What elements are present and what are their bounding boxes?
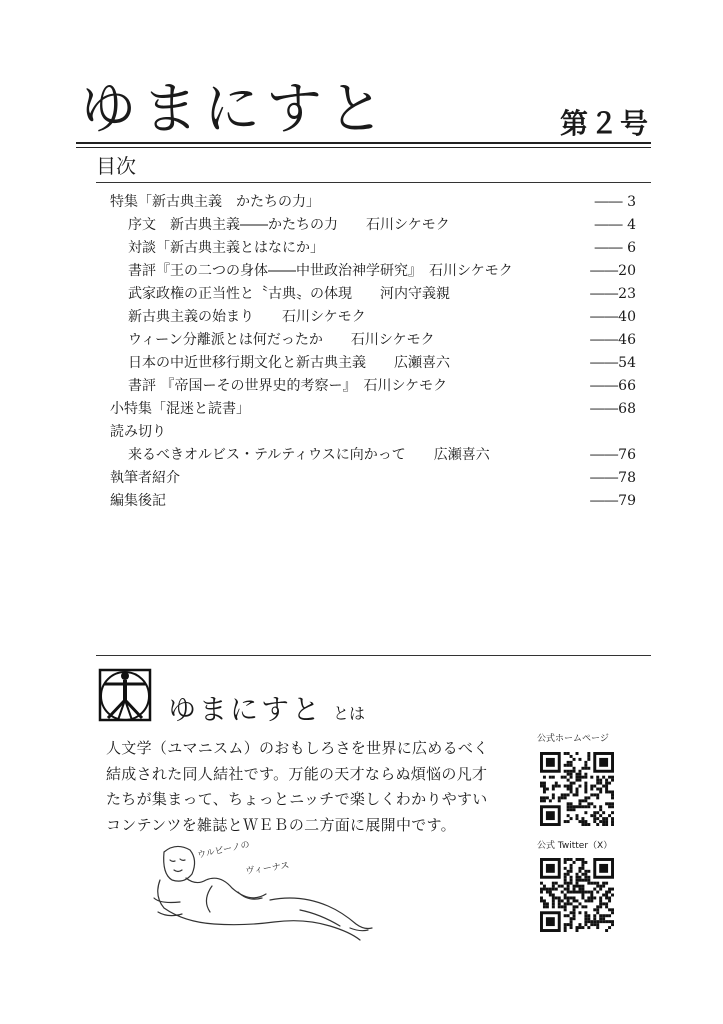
toc-entry-title: 来るべきオルビス・テルティウスに向かって 広瀬喜六 (128, 447, 490, 463)
qr-twitter-code[interactable] (540, 858, 614, 932)
toc-heading: 目次 (96, 154, 136, 178)
toc-entry-page: ――78 (590, 470, 636, 486)
toc-entry[interactable] (110, 490, 636, 512)
toc-entry-title: 書評 『帝国ーその世界史的考察ー』 石川シケモク (128, 378, 448, 394)
illustration-caption: ヴィーナス (245, 860, 291, 877)
about-title-suffix: とは (333, 704, 366, 723)
illustration-caption: ウルビーノの (196, 840, 251, 861)
toc-entry[interactable] (110, 467, 636, 489)
toc-entry[interactable] (110, 352, 636, 374)
vitruvian-logo-icon (98, 666, 152, 722)
about-line: 結成された同人結社です。万能の天才ならぬ煩悩の凡才 (106, 764, 488, 783)
about-line: 人文学（ユマニスム）のおもしろさを世界に広めるべく (106, 739, 489, 757)
about-rule (96, 655, 651, 656)
toc-entry[interactable] (110, 375, 636, 397)
title-rule (76, 142, 651, 144)
toc-entry[interactable] (110, 306, 636, 328)
toc-entry-page: ――79 (590, 493, 636, 509)
toc-entry-title: 特集「新古典主義 かたちの力」 (110, 194, 320, 210)
toc-entry-page: ――40 (590, 309, 636, 325)
about-description (106, 736, 526, 838)
toc-entry-page: ――23 (590, 286, 636, 302)
toc-entry-title: 編集後記 (110, 493, 166, 509)
toc-entry-title: 執筆者紹介 (110, 470, 180, 486)
toc-entry-page: ――68 (590, 401, 636, 417)
toc-entry[interactable] (110, 444, 636, 466)
venus-illustration (150, 840, 380, 945)
qr-code-icon (540, 752, 614, 826)
toc-entry-page: ―― 6 (594, 240, 636, 256)
qr-homepage-code[interactable] (540, 752, 614, 826)
toc-entry-title: 武家政権の正当性と〝古典〟の体現 河内守義親 (128, 286, 450, 302)
toc-rule (96, 182, 651, 183)
toc-entry-page: ―― 3 (594, 194, 636, 210)
toc-entry-page: ――54 (590, 355, 636, 371)
toc-entry-title: 小特集「混迷と読書」 (110, 401, 250, 417)
qr-homepage-label: 公式ホームページ (537, 734, 609, 744)
toc-entry-page: ――66 (590, 378, 636, 394)
qr-twitter-label: 公式 Twitter（X） (537, 841, 613, 851)
toc-entry[interactable] (110, 421, 636, 443)
toc-entry[interactable] (110, 398, 636, 420)
toc-entry[interactable] (110, 260, 636, 282)
about-title: ゆまにすと (168, 693, 324, 726)
title-rule-thin (76, 147, 651, 148)
toc-entry-title: 読み切り (110, 424, 166, 440)
toc-entry-page: ――76 (590, 447, 636, 463)
issue-number: 第２号 (559, 107, 650, 140)
toc-entry[interactable] (110, 283, 636, 305)
toc-entry-title: 日本の中近世移行期文化と新古典主義 広瀬喜六 (128, 355, 450, 371)
toc-entry-title: 書評『王の二つの身体――中世政治神学研究』 石川シケモク (128, 263, 513, 279)
toc-entry-title: 序文 新古典主義――かたちの力 石川シケモク (128, 217, 450, 233)
about-line: たちが集まって、ちょっとニッチで楽しくわかりやすい (106, 790, 488, 808)
toc-entry-title: 新古典主義の始まり 石川シケモク (128, 309, 366, 325)
about-line: コンテンツを雑誌とＷＥＢの二方面に展開中です。 (106, 815, 456, 834)
toc-entry-page: ―― 4 (594, 217, 636, 233)
toc-entry-page: ――20 (590, 263, 636, 279)
toc-entry[interactable] (110, 214, 636, 236)
toc-entry[interactable] (110, 237, 636, 259)
qr-code-icon (540, 858, 614, 932)
magazine-title: ゆまにすと (80, 77, 390, 142)
toc-entry-page: ――46 (590, 332, 636, 348)
toc-entry[interactable] (110, 191, 636, 213)
toc-entry-title: 対談「新古典主義とはなにか」 (128, 240, 324, 256)
toc-entry-title: ウィーン分離派とは何だったか 石川シケモク (128, 332, 435, 348)
toc-entry[interactable] (110, 329, 636, 351)
